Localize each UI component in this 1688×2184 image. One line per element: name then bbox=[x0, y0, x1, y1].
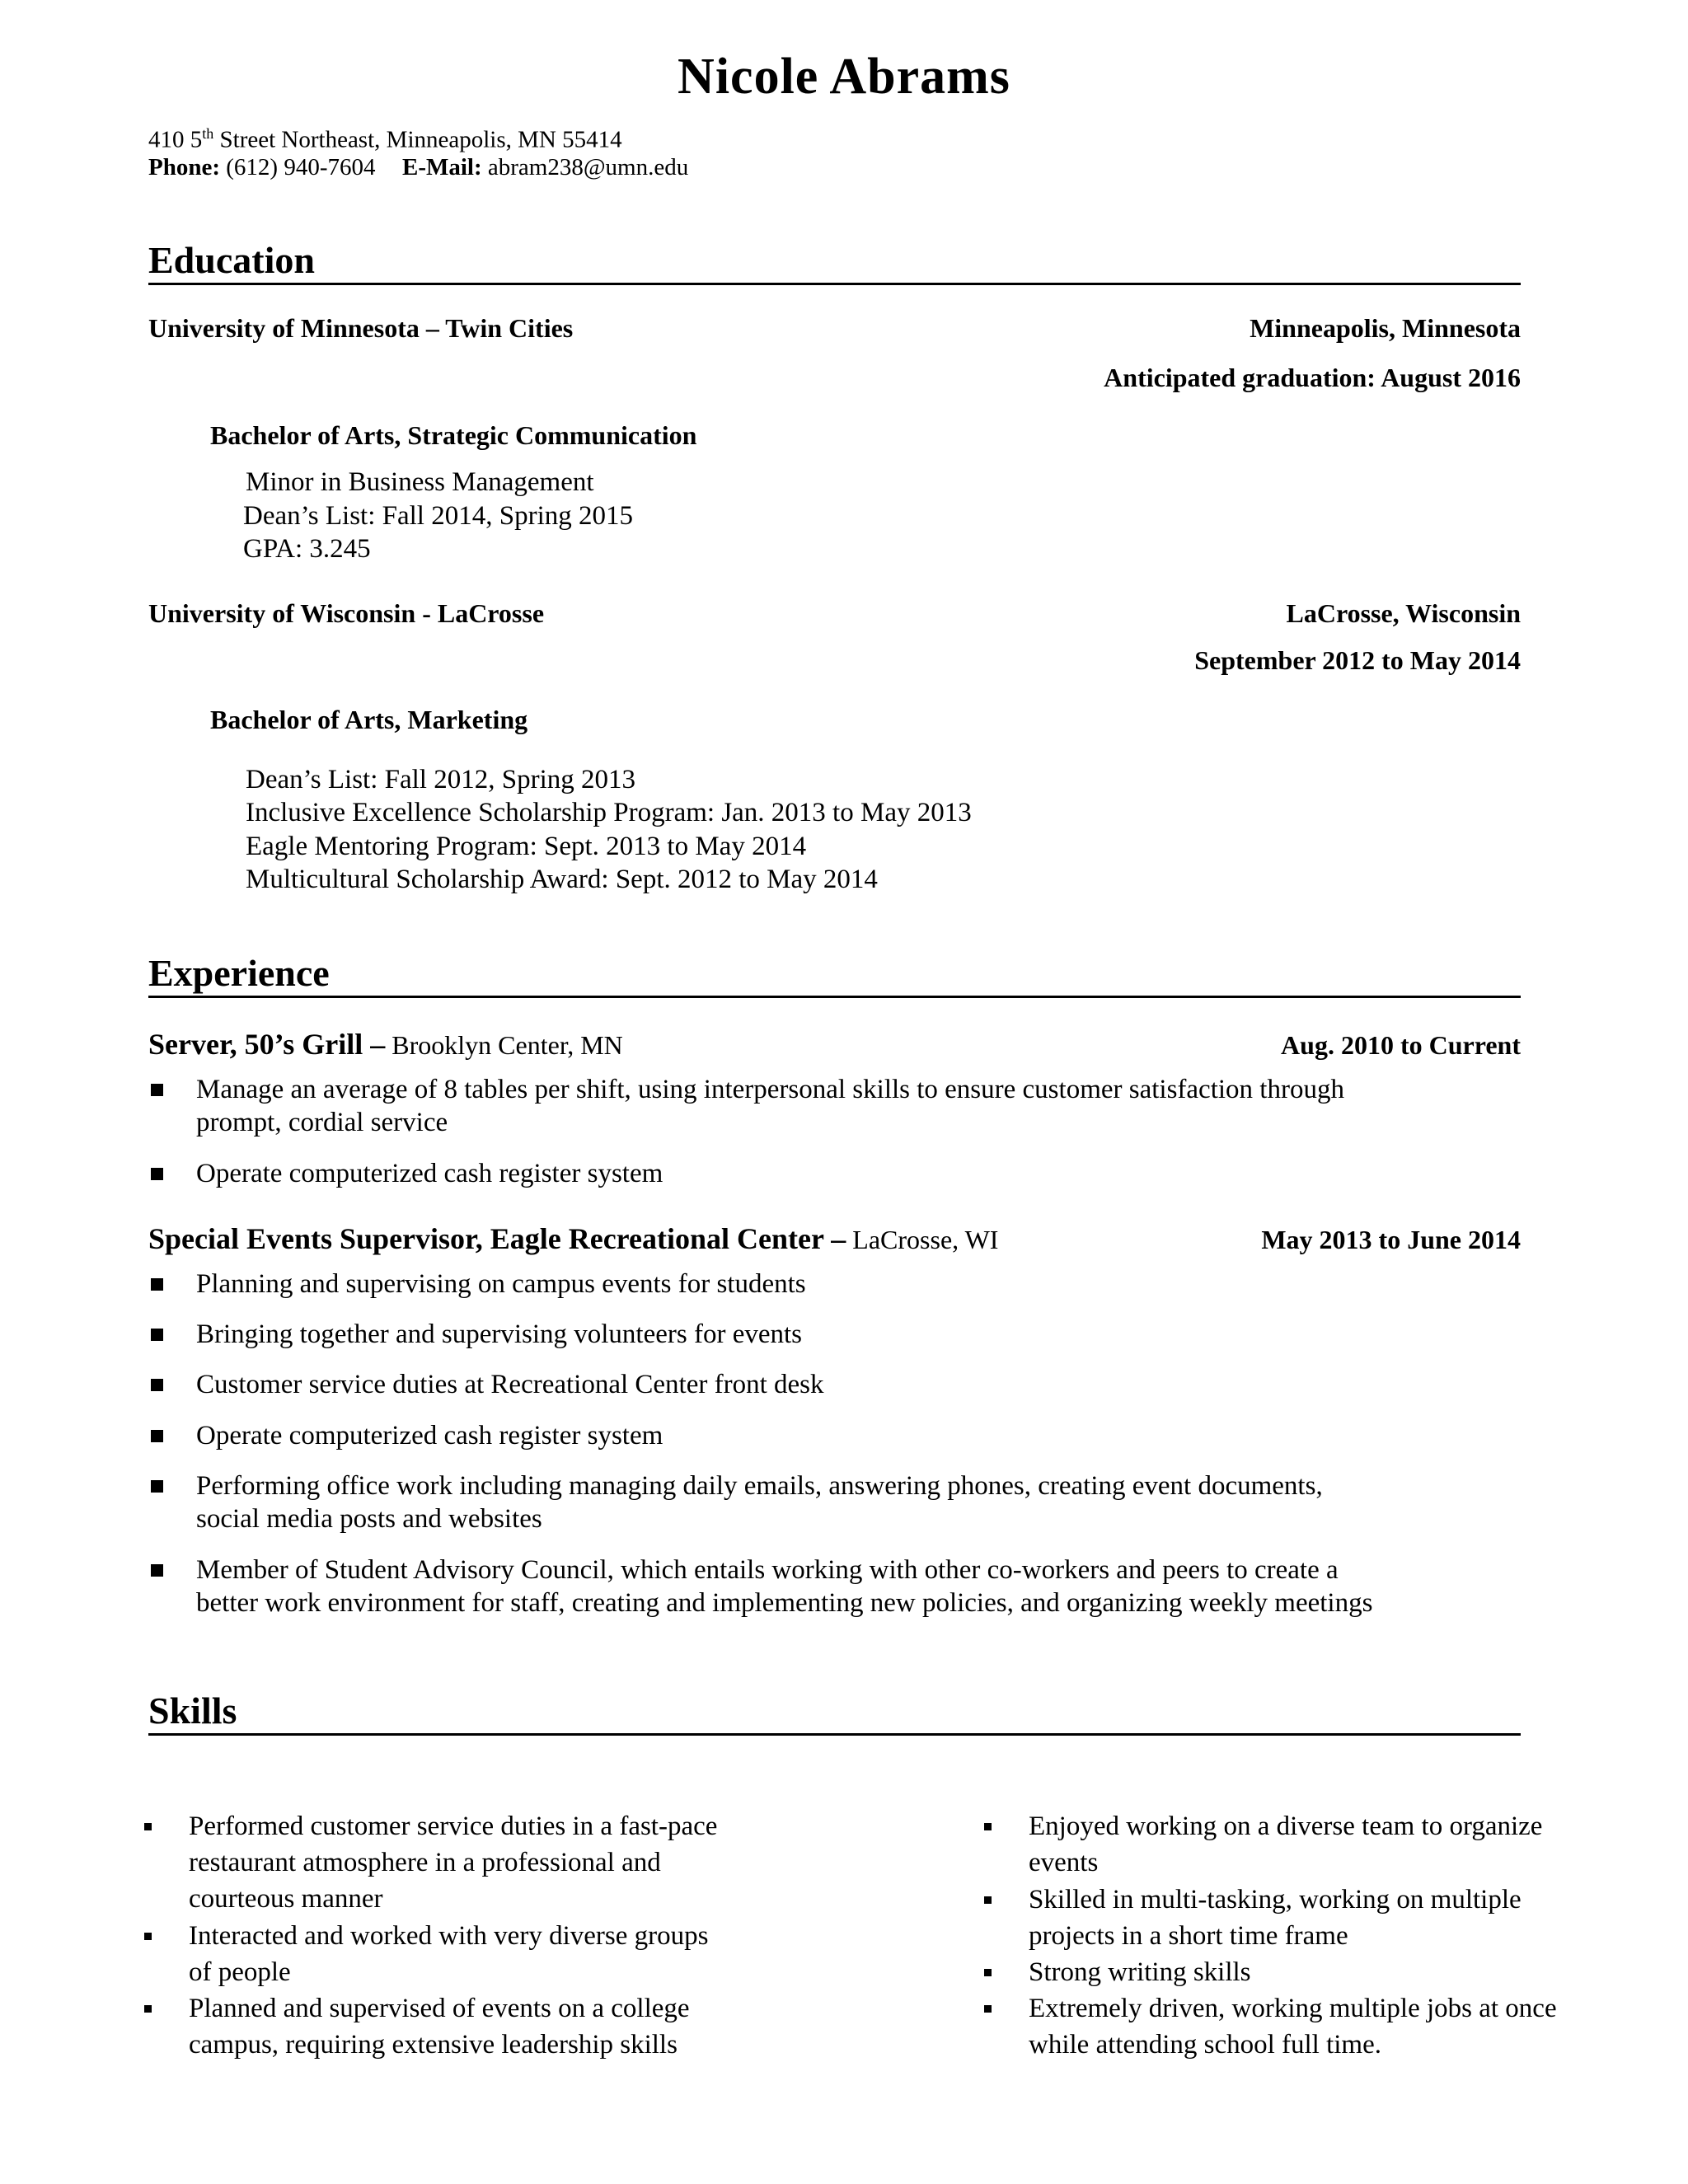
job-title-line bbox=[148, 1027, 623, 1062]
school-name: University of Minnesota – Twin Cities bbox=[148, 313, 574, 343]
square-bullet-icon bbox=[151, 1084, 163, 1096]
job-title: Server, 50’s Grill – bbox=[148, 1028, 386, 1061]
skill-text: Skilled in multi-tasking, working on multiple bbox=[1029, 1885, 1522, 1915]
square-bullet-icon bbox=[984, 1969, 992, 1976]
bullet-text: Operate computerized cash register system bbox=[196, 1159, 663, 1188]
contact-line bbox=[148, 154, 688, 181]
job-location: Brooklyn Center, MN bbox=[385, 1030, 623, 1060]
phone-value: (612) 940-7604 bbox=[226, 154, 376, 180]
square-bullet-icon bbox=[151, 1430, 163, 1442]
skill-text: projects in a short time frame bbox=[1029, 1921, 1348, 1951]
education-detail: Dean’s List: Fall 2012, Spring 2013 bbox=[246, 765, 635, 794]
degree: Bachelor of Arts, Strategic Communication bbox=[210, 420, 697, 450]
address-rest: Street Northeast, Minneapolis, MN 55414 bbox=[213, 126, 622, 153]
square-bullet-icon bbox=[151, 1329, 163, 1341]
address-number: 410 5 bbox=[148, 126, 203, 153]
square-bullet-icon bbox=[984, 1823, 992, 1830]
square-bullet-icon bbox=[984, 1896, 992, 1904]
skill-text: Extremely driven, working multiple jobs at once bbox=[1029, 1994, 1557, 2023]
email-value: abram238@umn.edu bbox=[487, 154, 689, 180]
job-title: Special Events Supervisor, Eagle Recreational Center – bbox=[148, 1222, 846, 1255]
school-location: LaCrosse, Wisconsin bbox=[1286, 598, 1521, 628]
skill-text: Performed customer service duties in a fast-pace bbox=[189, 1811, 718, 1841]
school-name: University of Wisconsin - LaCrosse bbox=[148, 598, 545, 628]
phone-label: Phone: bbox=[148, 154, 220, 180]
education-detail: GPA: 3.245 bbox=[243, 534, 371, 564]
education-heading: Education bbox=[148, 239, 1521, 285]
bullet-text: Manage an average of 8 tables per shift, using interpersonal skills to ensure customer satisfaction through bbox=[196, 1075, 1344, 1104]
skills-heading: Skills bbox=[148, 1690, 1521, 1736]
skill-text: events bbox=[1029, 1848, 1099, 1877]
job-location: LaCrosse, WI bbox=[846, 1225, 999, 1254]
skill-text: restaurant atmosphere in a professional and bbox=[189, 1848, 661, 1877]
bullet-text: social media posts and websites bbox=[196, 1504, 542, 1534]
skill-text: Strong writing skills bbox=[1029, 1957, 1251, 1987]
bullet-text: Performing office work including managing daily emails, answering phones, creating event documents, bbox=[196, 1471, 1323, 1501]
square-bullet-icon bbox=[151, 1278, 163, 1291]
skill-text: Interacted and worked with very diverse groups bbox=[189, 1921, 709, 1951]
skill-text: of people bbox=[189, 1957, 291, 1987]
job-title-line bbox=[148, 1221, 998, 1256]
square-bullet-icon bbox=[151, 1480, 163, 1493]
skill-text: Enjoyed working on a diverse team to organize bbox=[1029, 1811, 1543, 1841]
school-dates: September 2012 to May 2014 bbox=[1194, 645, 1521, 675]
square-bullet-icon bbox=[151, 1564, 163, 1577]
square-bullet-icon bbox=[144, 1823, 152, 1830]
education-detail: Minor in Business Management bbox=[246, 467, 594, 497]
candidate-name: Nicole Abrams bbox=[678, 49, 1010, 105]
skill-text: Planned and supervised of events on a college bbox=[189, 1994, 690, 2023]
address-line bbox=[148, 125, 622, 154]
school-dates: Anticipated graduation: August 2016 bbox=[1104, 363, 1521, 392]
square-bullet-icon bbox=[151, 1379, 163, 1391]
school-location: Minneapolis, Minnesota bbox=[1250, 313, 1521, 343]
square-bullet-icon bbox=[144, 2005, 152, 2013]
bullet-text: Bringing together and supervising volunteers for events bbox=[196, 1319, 803, 1349]
education-detail: Eagle Mentoring Program: Sept. 2013 to May 2014 bbox=[246, 832, 807, 861]
bullet-text: Operate computerized cash register system bbox=[196, 1421, 663, 1451]
skill-text: courteous manner bbox=[189, 1884, 383, 1914]
email-label: E-Mail: bbox=[401, 154, 482, 180]
bullet-text: Customer service duties at Recreational Center front desk bbox=[196, 1370, 824, 1399]
skill-text: while attending school full time. bbox=[1029, 2030, 1382, 2060]
square-bullet-icon bbox=[144, 1933, 152, 1940]
bullet-text: prompt, cordial service bbox=[196, 1108, 448, 1137]
square-bullet-icon bbox=[151, 1168, 163, 1180]
address-ordinal: th bbox=[202, 125, 214, 142]
degree: Bachelor of Arts, Marketing bbox=[210, 705, 528, 734]
experience-heading: Experience bbox=[148, 952, 1521, 998]
education-detail: Multicultural Scholarship Award: Sept. 2012 to May 2014 bbox=[246, 865, 878, 894]
job-dates: Aug. 2010 to Current bbox=[1281, 1030, 1521, 1060]
skill-text: campus, requiring extensive leadership skills bbox=[189, 2030, 678, 2060]
square-bullet-icon bbox=[984, 2005, 992, 2013]
education-detail: Dean’s List: Fall 2014, Spring 2015 bbox=[243, 501, 633, 531]
job-dates: May 2013 to June 2014 bbox=[1261, 1225, 1521, 1254]
bullet-text: better work environment for staff, creating and implementing new policies, and organizing weekly meetings bbox=[196, 1588, 1373, 1618]
education-detail: Inclusive Excellence Scholarship Program: Jan. 2013 to May 2013 bbox=[246, 798, 972, 827]
bullet-text: Member of Student Advisory Council, which entails working with other co-workers and peers to create a bbox=[196, 1555, 1339, 1585]
bullet-text: Planning and supervising on campus events for students bbox=[196, 1269, 806, 1299]
